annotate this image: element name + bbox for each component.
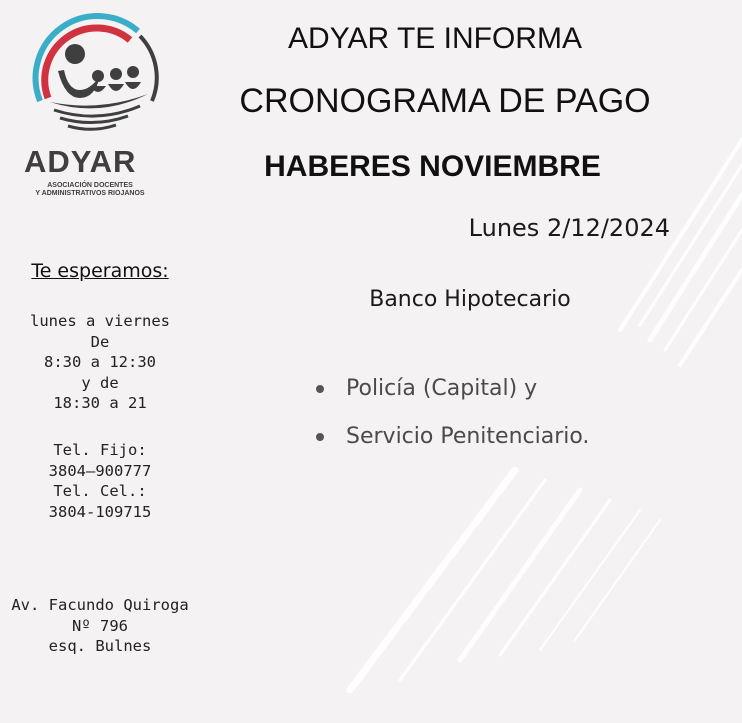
address-line: esq. Bulnes: [48, 637, 152, 655]
section-heading: HABERES NOVIEMBRE: [264, 150, 601, 183]
logo-subtitle-line: ASOCIACIÓN DOCENTES: [47, 182, 133, 189]
contact-phones: [0, 440, 200, 522]
address-line: Nº 796: [72, 616, 128, 635]
welcome-heading: Te esperamos:: [31, 260, 169, 282]
list-item-label: Servicio Penitenciario.: [346, 424, 590, 449]
logo-subtitle: [20, 182, 160, 198]
logo-subtitle-line: Y ADMINISTRATIVOS RIOJANOS: [35, 190, 145, 197]
phone-number: 3804-109715: [48, 502, 152, 521]
list-item-label: Policía (Capital) y: [346, 376, 538, 401]
hours-line: lunes a viernes: [30, 312, 170, 330]
phone-label: Tel. Cel.:: [53, 482, 147, 500]
phone-number: 3804–900777: [48, 461, 152, 480]
hours-line: 8:30 a 12:30: [44, 353, 156, 371]
page-subtitle: CRONOGRAMA DE PAGO: [239, 82, 651, 120]
hours-line: De: [90, 332, 110, 351]
bank-name: Banco Hipotecario: [369, 287, 571, 312]
beneficiary-list: [310, 374, 589, 470]
bullet-icon: [316, 385, 324, 393]
list-item: [310, 374, 589, 422]
logo-name: ADYAR: [24, 144, 137, 179]
page-title: ADYAR TE INFORMA: [288, 22, 582, 55]
payment-date: Lunes 2/12/2024: [468, 214, 670, 242]
hours-line: y de: [81, 373, 119, 392]
office-hours: [0, 311, 200, 414]
address-line: Av. Facundo Quiroga: [11, 596, 189, 614]
hours-line: 18:30 a 21: [53, 394, 147, 412]
list-item: [310, 422, 589, 470]
bullet-icon: [316, 433, 324, 441]
office-address: [0, 595, 200, 657]
phone-label: Tel. Fijo:: [53, 441, 147, 459]
